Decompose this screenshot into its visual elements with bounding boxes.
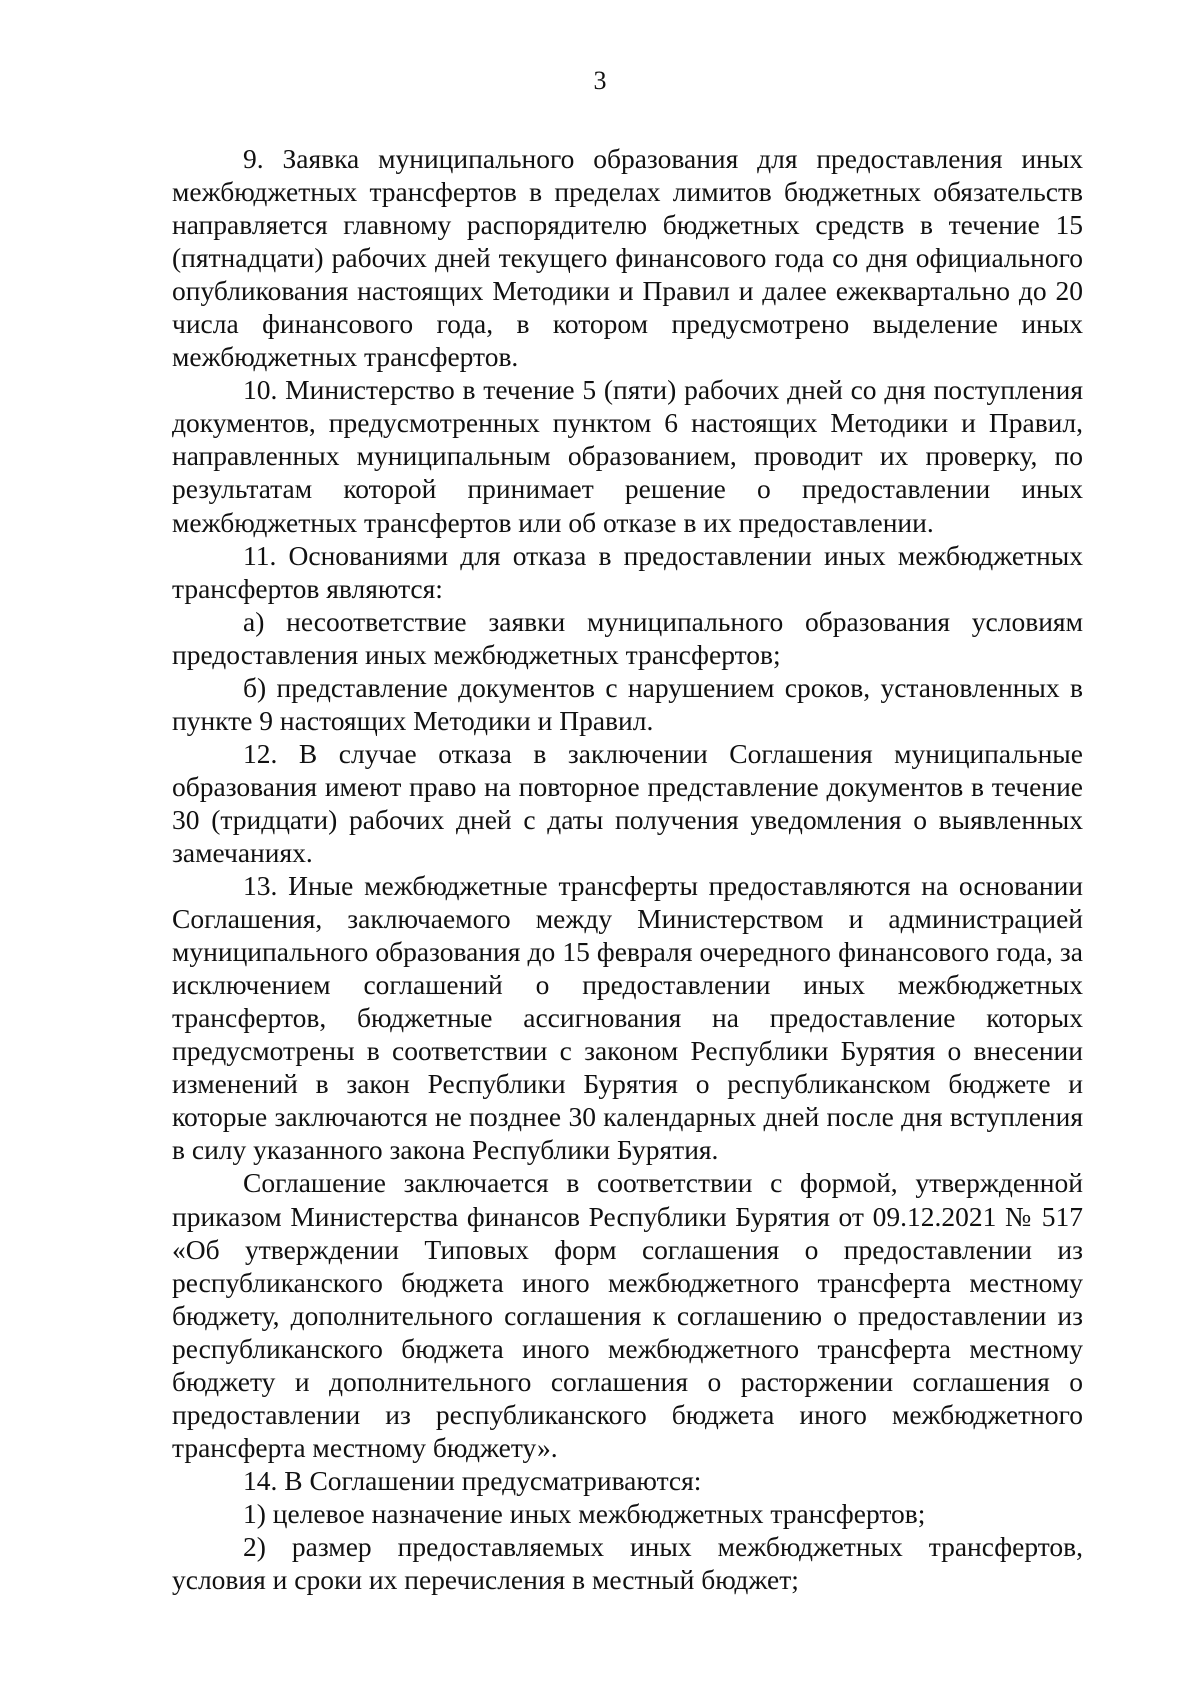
paragraph-10: 10. Министерство в течение 5 (пяти) рабочих дней со дня поступления документов, предусмотренных пунктом 6 настоящих Методики и Правил, направленных муниципальным образованием, проводит их проверку, по результатам которой принимает решение о предоставлении иных межбюджетных трансфертов или об отказе в их предоставлении. bbox=[172, 374, 1083, 538]
document-body bbox=[172, 142, 1083, 1596]
paragraph-11-b: б) представление документов с нарушением сроков, установленных в пункте 9 настоящих Методики и Правил. bbox=[172, 671, 1083, 736]
paragraph-13: 13. Иные межбюджетные трансферты предоставляются на основании Соглашения, заключаемого между Министерством и администрацией муниципального образования до 15 февраля очередного финансового года, за исключением соглашений о предоставлении иных межбюджетных трансфертов, бюджетные ассигнования на предоставление которых предусмотрены в соответствии с законом Республики Бурятия о внесении изменений в закон Республики Бурятия о республиканском бюджете и которые заключаются не позднее 30 календарных дней после дня вступления в силу указанного закона Республики Бурятия. bbox=[172, 870, 1083, 1166]
paragraph-11: 11. Основаниями для отказа в предоставлении иных межбюджетных трансфертов являются: bbox=[172, 539, 1083, 604]
paragraph-14: 14. В Соглашении предусматриваются: bbox=[243, 1464, 702, 1496]
paragraph-11-a: а) несоответствие заявки муниципального образования условиям предоставления иных межбюджетных трансфертов; bbox=[172, 605, 1083, 670]
paragraph-12: 12. В случае отказа в заключении Соглашения муниципальные образования имеют право на повторное представление документов в течение 30 (тридцати) рабочих дней с даты получения уведомления о выявленных замечаниях. bbox=[172, 737, 1083, 868]
paragraph-14-item-2: 2) размер предоставляемых иных межбюджетных трансфертов, условия и сроки их перечисления в местный бюджет; bbox=[172, 1530, 1083, 1596]
page-number: 3 bbox=[593, 66, 607, 95]
paragraph-13-agreement-form: Соглашение заключается в соответствии с формой, утвержденной приказом Министерства финансов Республики Бурятия от 09.12.2021 № 517 «Об утверждении Типовых форм соглашения о предоставлении из республиканского бюджета иного межбюджетного трансферта местному бюджету, дополнительного соглашения к соглашению о предоставлении из республиканского бюджета иного межбюджетного трансферта местному бюджету и дополнительного соглашения о расторжении соглашения о предоставлении из республиканского бюджета иного межбюджетного трансферта местному бюджету». bbox=[172, 1167, 1083, 1463]
paragraph-14-item-1: 1) целевое назначение иных межбюджетных трансфертов; bbox=[243, 1497, 926, 1529]
paragraph-9: 9. Заявка муниципального образования для предоставления иных межбюджетных трансфертов в пределах лимитов бюджетных обязательств направляется главному распорядителю бюджетных средств в течение 15 (пятнадцати) рабочих дней текущего финансового года со дня официального опубликования настоящих Методики и Правил и далее ежеквартально до 20 числа финансового года, в котором предусмотрено выделение иных межбюджетных трансфертов. bbox=[172, 143, 1083, 373]
